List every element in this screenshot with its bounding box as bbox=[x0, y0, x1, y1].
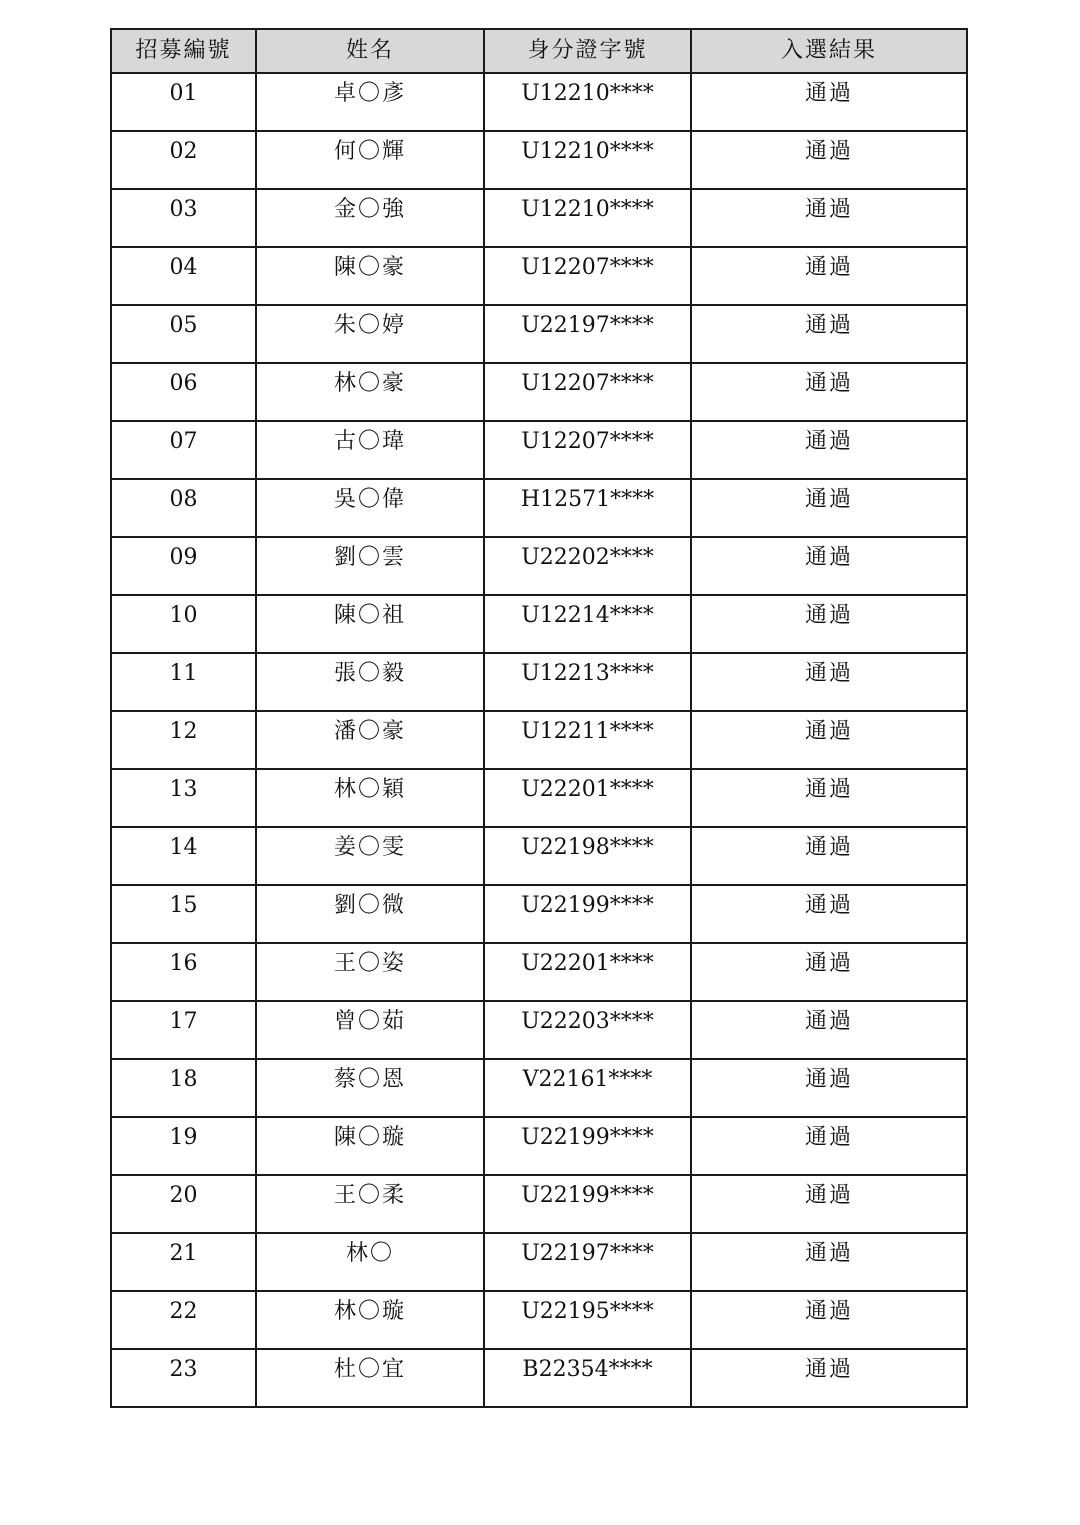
cell-recruit-number: 22 bbox=[111, 1291, 256, 1349]
cell-recruit-number: 03 bbox=[111, 189, 256, 247]
document-page bbox=[110, 28, 966, 1408]
cell-name: 金〇強 bbox=[256, 189, 484, 247]
cell-selection-result: 通過 bbox=[691, 827, 967, 885]
cell-recruit-number: 08 bbox=[111, 479, 256, 537]
cell-id-number: U12207**** bbox=[484, 363, 691, 421]
cell-selection-result: 通過 bbox=[691, 537, 967, 595]
table-row bbox=[111, 595, 967, 653]
header-row bbox=[111, 29, 967, 73]
table-row bbox=[111, 247, 967, 305]
cell-name: 姜〇雯 bbox=[256, 827, 484, 885]
table-row bbox=[111, 421, 967, 479]
table-row bbox=[111, 653, 967, 711]
cell-recruit-number: 19 bbox=[111, 1117, 256, 1175]
cell-name: 卓〇彥 bbox=[256, 73, 484, 131]
header-recruit-number: 招募編號 bbox=[111, 29, 256, 73]
cell-name: 陳〇豪 bbox=[256, 247, 484, 305]
table-row bbox=[111, 305, 967, 363]
cell-id-number: U12207**** bbox=[484, 421, 691, 479]
cell-name: 何〇輝 bbox=[256, 131, 484, 189]
cell-selection-result: 通過 bbox=[691, 305, 967, 363]
cell-name: 潘〇豪 bbox=[256, 711, 484, 769]
cell-name: 杜〇宜 bbox=[256, 1349, 484, 1407]
cell-recruit-number: 04 bbox=[111, 247, 256, 305]
table-row bbox=[111, 1175, 967, 1233]
cell-name: 王〇姿 bbox=[256, 943, 484, 1001]
table-row bbox=[111, 827, 967, 885]
cell-recruit-number: 01 bbox=[111, 73, 256, 131]
cell-selection-result: 通過 bbox=[691, 1349, 967, 1407]
cell-name: 陳〇璇 bbox=[256, 1117, 484, 1175]
cell-id-number: U22198**** bbox=[484, 827, 691, 885]
cell-id-number: V22161**** bbox=[484, 1059, 691, 1117]
cell-selection-result: 通過 bbox=[691, 421, 967, 479]
table-row bbox=[111, 1291, 967, 1349]
cell-id-number: U22199**** bbox=[484, 1175, 691, 1233]
table-row bbox=[111, 1233, 967, 1291]
cell-id-number: U22202**** bbox=[484, 537, 691, 595]
cell-selection-result: 通過 bbox=[691, 769, 967, 827]
table-row bbox=[111, 537, 967, 595]
cell-selection-result: 通過 bbox=[691, 1291, 967, 1349]
cell-id-number: U22203**** bbox=[484, 1001, 691, 1059]
cell-id-number: U22201**** bbox=[484, 769, 691, 827]
cell-id-number: H12571**** bbox=[484, 479, 691, 537]
cell-name: 林〇穎 bbox=[256, 769, 484, 827]
header-name: 姓名 bbox=[256, 29, 484, 73]
table-row bbox=[111, 479, 967, 537]
cell-id-number: U22195**** bbox=[484, 1291, 691, 1349]
cell-recruit-number: 11 bbox=[111, 653, 256, 711]
cell-selection-result: 通過 bbox=[691, 189, 967, 247]
table-row bbox=[111, 711, 967, 769]
table-body bbox=[111, 73, 967, 1407]
cell-recruit-number: 09 bbox=[111, 537, 256, 595]
table-row bbox=[111, 131, 967, 189]
cell-name: 曾〇茹 bbox=[256, 1001, 484, 1059]
header-id-number: 身分證字號 bbox=[484, 29, 691, 73]
cell-selection-result: 通過 bbox=[691, 1233, 967, 1291]
cell-name: 劉〇微 bbox=[256, 885, 484, 943]
table-row bbox=[111, 1001, 967, 1059]
cell-selection-result: 通過 bbox=[691, 479, 967, 537]
table-row bbox=[111, 769, 967, 827]
cell-name: 劉〇雲 bbox=[256, 537, 484, 595]
cell-selection-result: 通過 bbox=[691, 943, 967, 1001]
cell-recruit-number: 10 bbox=[111, 595, 256, 653]
cell-recruit-number: 16 bbox=[111, 943, 256, 1001]
cell-name: 陳〇祖 bbox=[256, 595, 484, 653]
cell-name: 林〇豪 bbox=[256, 363, 484, 421]
cell-recruit-number: 21 bbox=[111, 1233, 256, 1291]
cell-selection-result: 通過 bbox=[691, 885, 967, 943]
cell-recruit-number: 14 bbox=[111, 827, 256, 885]
cell-name: 古〇瑋 bbox=[256, 421, 484, 479]
cell-selection-result: 通過 bbox=[691, 131, 967, 189]
cell-name: 吳〇偉 bbox=[256, 479, 484, 537]
cell-selection-result: 通過 bbox=[691, 1175, 967, 1233]
cell-selection-result: 通過 bbox=[691, 595, 967, 653]
cell-name: 王〇柔 bbox=[256, 1175, 484, 1233]
cell-recruit-number: 07 bbox=[111, 421, 256, 479]
cell-recruit-number: 02 bbox=[111, 131, 256, 189]
cell-selection-result: 通過 bbox=[691, 1001, 967, 1059]
cell-name: 林〇璇 bbox=[256, 1291, 484, 1349]
cell-id-number: U22201**** bbox=[484, 943, 691, 1001]
cell-id-number: U12211**** bbox=[484, 711, 691, 769]
cell-recruit-number: 18 bbox=[111, 1059, 256, 1117]
table-row bbox=[111, 73, 967, 131]
cell-name: 蔡〇恩 bbox=[256, 1059, 484, 1117]
cell-recruit-number: 05 bbox=[111, 305, 256, 363]
cell-id-number: U12214**** bbox=[484, 595, 691, 653]
table-row bbox=[111, 885, 967, 943]
cell-selection-result: 通過 bbox=[691, 247, 967, 305]
cell-selection-result: 通過 bbox=[691, 711, 967, 769]
table-row bbox=[111, 1117, 967, 1175]
cell-name: 林〇 bbox=[256, 1233, 484, 1291]
cell-id-number: U12210**** bbox=[484, 73, 691, 131]
cell-recruit-number: 13 bbox=[111, 769, 256, 827]
cell-recruit-number: 12 bbox=[111, 711, 256, 769]
selection-results-table bbox=[110, 28, 968, 1408]
cell-id-number: U22197**** bbox=[484, 305, 691, 363]
cell-id-number: U22197**** bbox=[484, 1233, 691, 1291]
cell-name: 張〇毅 bbox=[256, 653, 484, 711]
cell-selection-result: 通過 bbox=[691, 1059, 967, 1117]
header-selection-result: 入選結果 bbox=[691, 29, 967, 73]
cell-id-number: U12210**** bbox=[484, 189, 691, 247]
cell-id-number: B22354**** bbox=[484, 1349, 691, 1407]
cell-id-number: U22199**** bbox=[484, 1117, 691, 1175]
cell-recruit-number: 15 bbox=[111, 885, 256, 943]
cell-id-number: U12210**** bbox=[484, 131, 691, 189]
table-row bbox=[111, 363, 967, 421]
table-row bbox=[111, 189, 967, 247]
cell-recruit-number: 23 bbox=[111, 1349, 256, 1407]
cell-selection-result: 通過 bbox=[691, 363, 967, 421]
cell-selection-result: 通過 bbox=[691, 1117, 967, 1175]
table-row bbox=[111, 1059, 967, 1117]
table-row bbox=[111, 1349, 967, 1407]
cell-id-number: U12213**** bbox=[484, 653, 691, 711]
cell-id-number: U22199**** bbox=[484, 885, 691, 943]
cell-name: 朱〇婷 bbox=[256, 305, 484, 363]
cell-recruit-number: 06 bbox=[111, 363, 256, 421]
table-row bbox=[111, 943, 967, 1001]
cell-selection-result: 通過 bbox=[691, 653, 967, 711]
cell-recruit-number: 20 bbox=[111, 1175, 256, 1233]
cell-id-number: U12207**** bbox=[484, 247, 691, 305]
table-header bbox=[111, 29, 967, 73]
cell-selection-result: 通過 bbox=[691, 73, 967, 131]
cell-recruit-number: 17 bbox=[111, 1001, 256, 1059]
